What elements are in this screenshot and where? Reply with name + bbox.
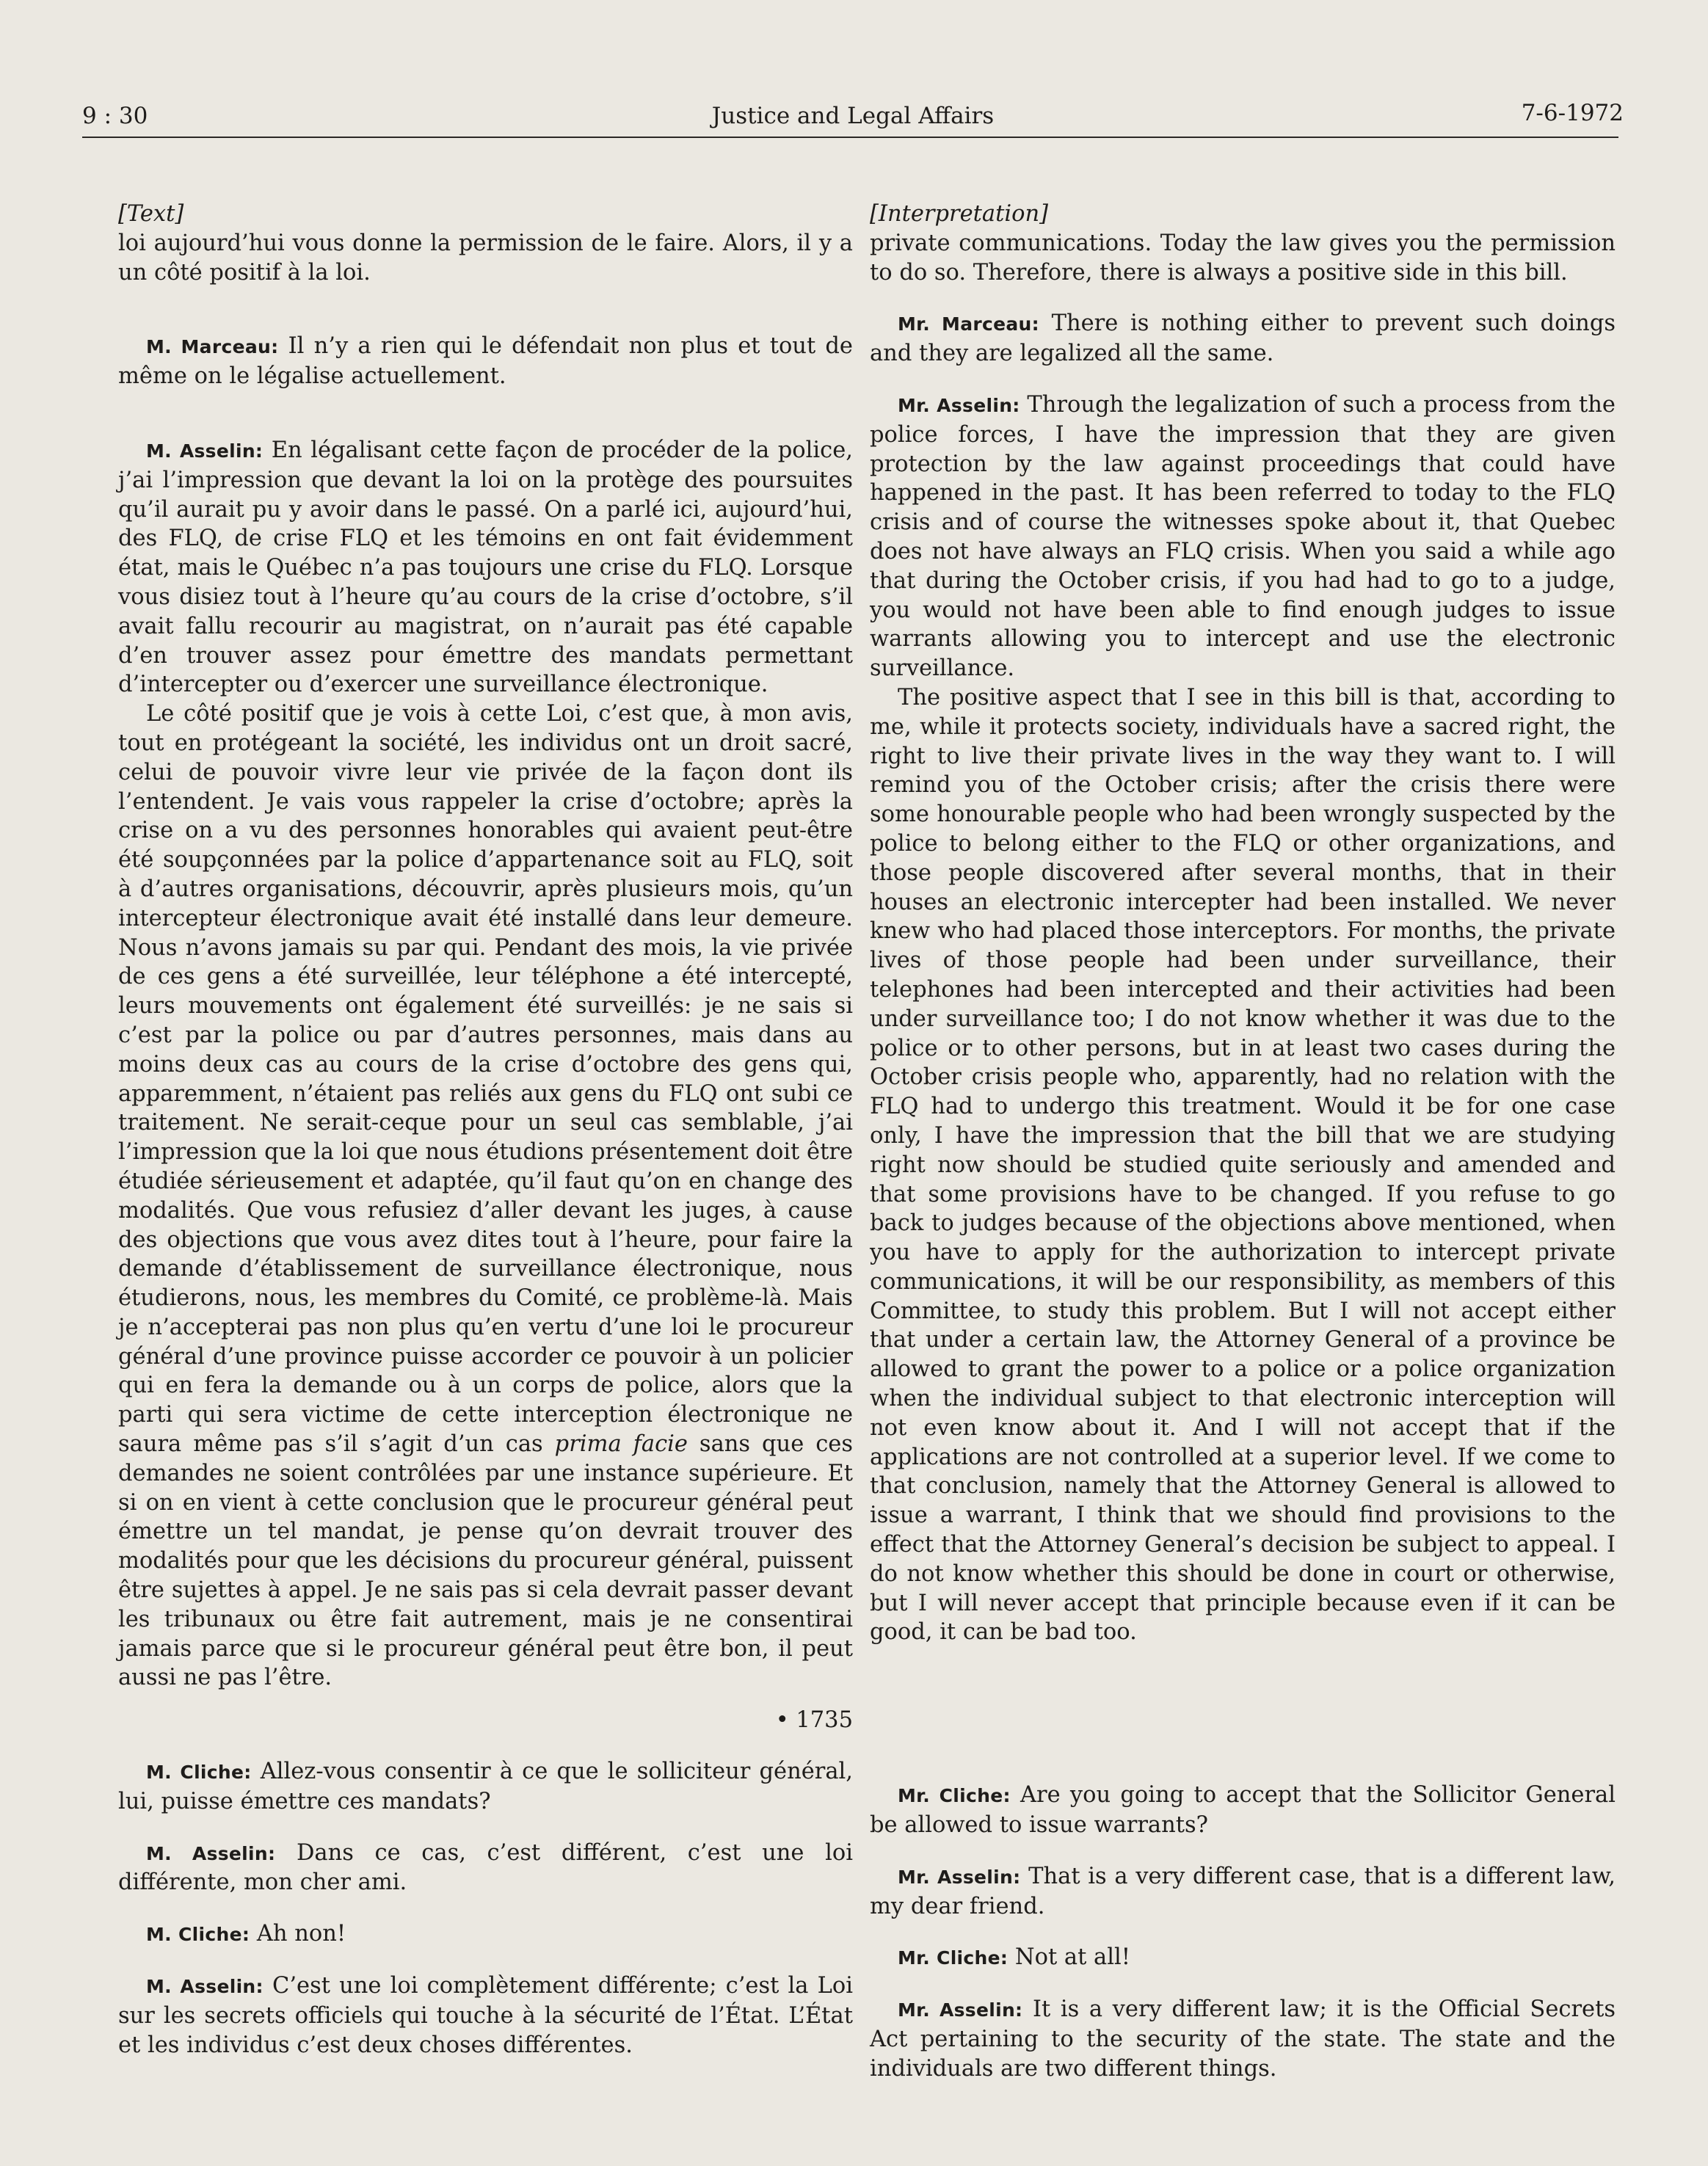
speech-text: Dans ce cas, c’est différent, c’est une loi différente, mon cher ami. [118, 1839, 853, 1896]
speech-asselin [870, 390, 1616, 683]
speech-cliche [870, 1781, 1616, 1840]
running-title: Justice and Legal Affairs [711, 103, 995, 129]
speech-text: Il n’y a rien qui le défendait non plus et tout de même on le légalise actuellement. [118, 333, 853, 390]
speaker-name: M. Cliche: [146, 1762, 252, 1784]
paragraph [118, 699, 853, 1693]
speaker-name: M. Asselin: [146, 1976, 264, 1998]
speech-text: Are you going to accept that the Sollicitor General be allowed to issue warrants? [870, 1782, 1616, 1839]
speaker-name: Mr. Asselin: [898, 1999, 1023, 2021]
time-marker: • 1735 [775, 1707, 853, 1734]
speech-text: Allez-vous consentir à ce que le solliciteur général, lui, puisse émettre ces mandats? [118, 1759, 853, 1814]
column-english [870, 200, 1616, 2084]
speaker-name: Mr. Cliche: [898, 1785, 1011, 1807]
speech-asselin [118, 1971, 853, 2060]
speech-cliche [870, 1943, 1616, 1973]
paragraph: loi aujourd’hui vous donne la permission de le faire. Alors, il y a un côté positif à la loi. [118, 230, 853, 286]
speech-cliche [118, 1919, 853, 1949]
speech-marceau [118, 332, 853, 391]
speaker-name: M. Marceau: [146, 336, 279, 358]
speech-text: That is a very different case, that is a different law, my dear friend. [870, 1863, 1616, 1919]
speech-asselin [118, 1839, 853, 1898]
speech-text: En légalisant cette façon de procéder de la police, j’ai l’impression que devant la loi on la protège des poursuites qu’il aurait pu y avoir dans le passé. On a parlé ici, aujourd’hui, des FLQ, de crise FLQ et les témoins en ont fait évidemment état, mais le Québec n’a pas toujours une crise du FLQ. Lorsque vous disiez tout à l’heure qu’au cours de la crise d’octobre, s’il avait fallu recourir au magistrat, on n’aurait pas été capable d’en trouver assez pour émettre des mandats permettant d’intercepter ou d’exercer une surveillance électronique. [118, 437, 853, 698]
speech-cliche [118, 1757, 853, 1817]
speech-asselin [118, 436, 853, 699]
paragraph: The positive aspect that I see in this bill is that, according to me, while it protects society, individuals have a sacred right, the right to live their private lives in the way they want to. I will remind you of the October crisis; after the crisis there were some honourable people who had been wrongly suspected by the police to belong either to the FLQ or other organizations, and those people discovered after several months, that in their houses an electronic intercepter had been installed. We never knew who had placed those interceptors. For months, the private lives of those people had been under surveillance, their telephones had been intercepted and their activities had been under surveillance too; I do not know whether it was due to the police or to other persons, but in at least two cases during the October crisis people who, apparently, had no relation with the FLQ had to undergo this treatment. Would it be for one case only, I have the impression that the bill that we are studying right now should be studied quite seriously and amended and that some provisions have to be changed. If you refuse to go back to judges because of the objections above mentioned, when you have to apply for the authorization to intercept private communications, it will be our responsibility, as members of this Committee, to study this problem. But I will not accept either that under a certain law, the Attorney General of a province be allowed to grant the power to a police or a police organization when the individual subject to that electronic interception will not even know about it. And I will not accept that if the applications are not controlled at a superior level. If we come to that conclusion, namely that the Attorney General is allowed to issue a warrant, I think that we should find provisions to the effect that the Attorney General’s decision be subject to appeal. I do not know whether this should be done in court or otherwise, but I will never accept that principle because even if it can be good, it can be bad too. [870, 684, 1616, 1646]
header-date: 7-6-1972 [1521, 100, 1624, 126]
section-tag: [Text] [118, 201, 184, 227]
speaker-name: M. Asselin: [146, 440, 264, 462]
speech-text: Through the legalization of such a process from the police forces, I have the impression that they are given protection by the law against proceedings that could have happened in the past. It has been referred to today to the FLQ crisis and of course the witnesses spoke about it, that Quebec does not have always an FLQ crisis. When you said a while ago that during the October crisis, if you had had to go to a judge, you would not have been able to find enough judges to issue warrants allowing you to intercept and use the electronic surveillance. [870, 391, 1616, 682]
page-header [82, 100, 1624, 139]
speech-asselin [870, 1862, 1616, 1922]
speaker-name: Mr. Marceau: [898, 313, 1039, 335]
section-tag: [Interpretation] [870, 201, 1048, 227]
header-rule [82, 137, 1618, 138]
speech-text: It is a very different law; it is the Official Secrets Act pertaining to the security of the state. The state and the individuals are two different things. [870, 1996, 1616, 2082]
page-number: 9 : 30 [82, 103, 148, 129]
speech-text: Not at all! [1008, 1944, 1130, 1971]
paragraph-text: Le côté positif que je vois à cette Loi, c’est que, à mon avis, tout en protégeant la société, les individus ont un droit sacré, celui de pouvoir vivre leur vie privée de la façon dont ils l’entendent. Je vais vous rappeler la crise d’octobre; après la crise on a vu des personnes honorables qui avaient peut-être été soupçonnées par la police d’appartenance soit au FLQ, soit à d’autres organisations, découvrir, après plusieurs mois, qu’un intercepteur électronique avait été installé dans leur demeure. Nous n’avons jamais su par qui. Pendant des mois, la vie privée de ces gens a été surveillée, leur téléphone a été intercepté, leurs mouvements ont également été surveillés: je ne sais si c’est par la police ou par d’autres personnes, mais dans au moins deux cas au cours de la crise d’octobre des gens qui, apparemment, n’étaient pas reliés aux gens du FLQ ont subi ce traitement. Ne serait-ceque pour un seul cas semblable, j’ai l’impression que la loi que nous étudions présentement doit être étudiée sérieusement et adaptée, qu’il faut qu’on en change des modalités. Que vous refusiez d’aller devant les juges, à cause des objections que vous avez dites tout à l’heure, pour faire la demande d’établissement de surveillance électronique, nous étudierons, nous, les membres du Comité, ce problème-là. Mais je n’accepterai pas non plus qu’en vertu d’une loi le procureur général d’une province puisse accorder ce pouvoir à un policier qui en fera la demande ou à un corps de police, alors que la parti qui sera victime de cette interception électronique ne saura même pas s’il s’agit d’un cas [118, 701, 853, 1458]
column-french [118, 200, 853, 2060]
speaker-name: Mr. Cliche: [898, 1947, 1009, 1969]
speech-text: C’est une loi complètement différente; c’est la Loi sur les secrets officiels qui touche à la sécurité de l’État. L’État et les individus c’est deux choses différentes. [118, 1973, 853, 2058]
speaker-name: Mr. Asselin: [898, 1866, 1021, 1888]
speech-text: Ah non! [250, 1921, 346, 1947]
speech-text: There is nothing either to prevent such doings and they are legalized all the same. [870, 310, 1616, 367]
speaker-name: Mr. Asselin: [898, 394, 1020, 416]
speaker-name: M. Cliche: [146, 1924, 250, 1946]
latin-phrase: prima facie [554, 1431, 688, 1458]
paragraph-text: sans que ces demandes ne soient contrôlées par une instance supérieure. Et si on en vient à cette conclusion que le procureur général peut émettre un tel mandat, je pense qu’on devrait trouver des modalités pour que les décisions du procureur général, puissent être sujettes à appel. Je ne sais pas si cela devrait passer devant les tribunaux ou être fait autrement, mais je ne consentirai jamais parce que si le procureur général peut être bon, il peut aussi ne pas l’être. [118, 1431, 854, 1691]
speaker-name: M. Asselin: [146, 1842, 276, 1864]
speech-asselin [870, 1995, 1616, 2083]
paragraph: private communications. Today the law gives you the permission to do so. Therefore, there is always a positive side in this bill. [870, 230, 1616, 286]
speech-marceau [870, 309, 1616, 368]
